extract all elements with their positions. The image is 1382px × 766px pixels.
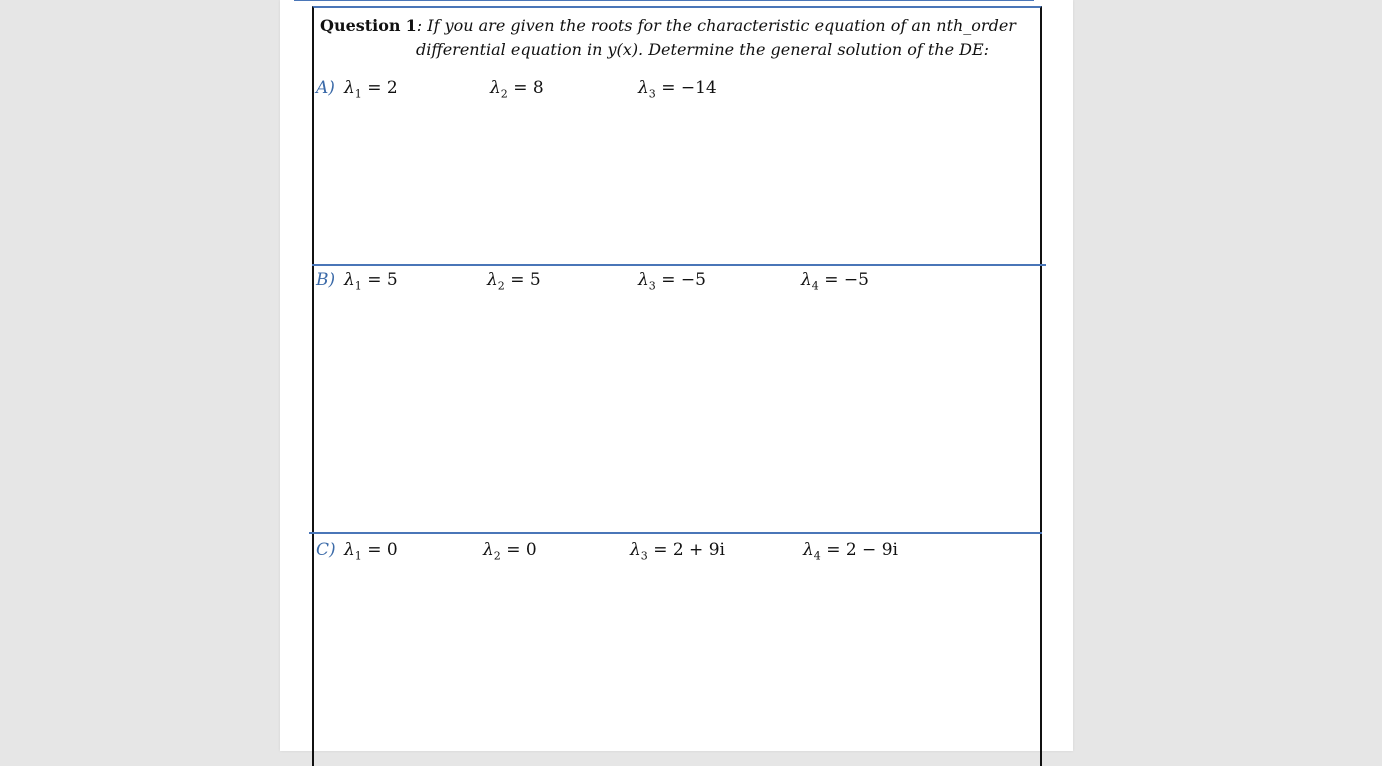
part-b-root-1: $\lambda_1 = 5$ — [344, 270, 398, 293]
part-a-label: A) — [316, 78, 335, 98]
part-a-root-3: $\lambda_3 = -14$ — [638, 78, 717, 101]
part-b-root-2: $\lambda_2 = 5$ — [487, 270, 541, 293]
part-c-root-2: $\lambda_2 = 0$ — [483, 540, 537, 563]
question-number: 1 — [405, 16, 417, 35]
part-b-root-3: $\lambda_3 = -5$ — [638, 270, 706, 293]
question-text-1: : If you are given the roots for the characteristic equation of an nth_order — [416, 16, 1016, 35]
part-c-label: C) — [316, 540, 336, 560]
question-label: Question — [320, 16, 401, 35]
part-divider-ab — [312, 264, 1046, 266]
question-text-2: differential equation in y(x). Determine the general solution of the DE: — [416, 40, 990, 59]
part-c-root-3: $\lambda_3 = 2 + 9i$ — [630, 540, 725, 563]
part-a-root-2: $\lambda_2 = 8$ — [490, 78, 544, 101]
question-line-1 — [320, 16, 1016, 35]
top-double-rule — [294, 0, 1034, 1]
part-b-root-4: $\lambda_4 = -5$ — [801, 270, 869, 293]
question-box — [312, 6, 1042, 766]
part-divider-bc — [309, 532, 1042, 534]
question-line-2 — [416, 40, 989, 59]
part-b-label: B) — [316, 270, 336, 290]
part-c-root-1: $\lambda_1 = 0$ — [344, 540, 398, 563]
part-a-root-1: $\lambda_1 = 2$ — [344, 78, 398, 101]
part-c-root-4: $\lambda_4 = 2 - 9i$ — [803, 540, 898, 563]
